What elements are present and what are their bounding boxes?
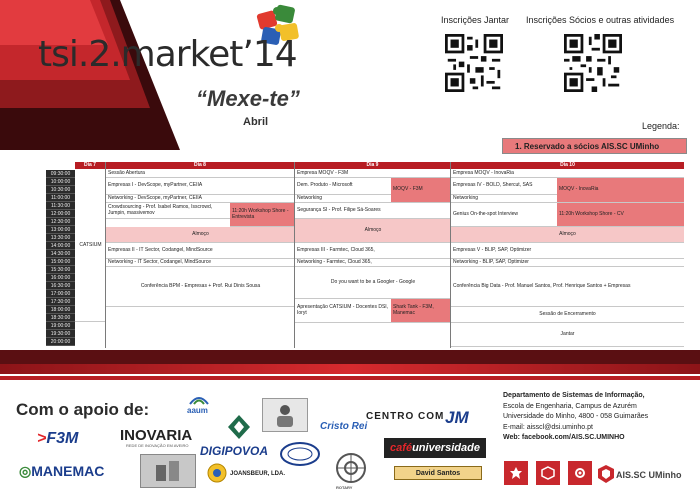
- dia9-presentation: Apresentação CATSIUM - Docentes DSI, Ioryt: [295, 299, 391, 323]
- star-icon: [509, 466, 523, 480]
- hexagon-icon: [541, 466, 555, 480]
- rotary-logo-icon: [335, 452, 367, 484]
- qr-members-code[interactable]: [562, 32, 624, 94]
- dia8-opening: Sessão Abertura: [106, 170, 295, 178]
- dia9-lunch: Almoço: [295, 219, 451, 243]
- sponsor-universidade-text: universidade: [412, 442, 480, 454]
- column-divider: [294, 162, 295, 348]
- social-icon-3[interactable]: [568, 461, 592, 485]
- department-address: Universidade do Minho, 4800 - 058 Guimarães: [503, 413, 649, 420]
- dia10-genius: Genius On-the-spot Interview: [451, 203, 557, 227]
- time-slot: 11:30:00: [46, 202, 75, 210]
- day-header-10: Dia 10: [451, 162, 684, 169]
- dia10-dinner: Jantar: [451, 323, 684, 347]
- support-title: Com o apoio de:: [16, 400, 150, 419]
- time-slot: 14:00:00: [46, 242, 75, 250]
- building-icon: [153, 459, 183, 483]
- legend-title: Legenda:: [642, 121, 680, 131]
- day-header-8: Dia 8: [106, 162, 294, 169]
- dia9-networking3: Networking - Farmtec, Cloud 365,: [295, 259, 451, 267]
- time-slot: 13:00:00: [46, 226, 75, 234]
- department-name: Departamento de Sistemas de Informação,: [503, 392, 645, 399]
- dia10-empresa-moqv: Empresa MOQV - InovaRia: [451, 170, 684, 178]
- diamond-logo-icon: [228, 415, 250, 439]
- column-divider: [450, 162, 451, 348]
- sponsor-round-logo-icon: [207, 463, 227, 483]
- dia9-security: Segurança SI - Prof. Filipe Sá-Soares: [295, 203, 451, 219]
- time-slot: 17:00:00: [46, 290, 75, 298]
- time-slot: 15:30:00: [46, 266, 75, 274]
- dia10-moqv-inovaria: MOQV - InovaRia: [557, 178, 684, 203]
- sponsor-cafe-text: café: [390, 442, 413, 454]
- person-icon: [272, 402, 298, 428]
- ais-label: AIS.SC UMinho: [616, 470, 682, 480]
- social-icon-1[interactable]: [504, 461, 528, 485]
- sponsor-cristo-rei: Cristo Rei: [320, 421, 368, 432]
- dia8-networking1: Networking - DevScope, myPartner, CEIIA: [106, 195, 295, 203]
- aaum-logo-icon: [188, 392, 210, 406]
- sponsor-f3m: >F3M: [37, 430, 79, 447]
- time-slot: 09:30:00: [46, 170, 75, 178]
- time-slot: 16:30:00: [46, 282, 75, 290]
- dia8-empresas2: Empresas II - IT Sector, Codangel, MindSource: [106, 243, 295, 259]
- event-title: tsi.2.market’14: [38, 34, 297, 75]
- dia7-venue: CATSIUM: [75, 170, 106, 322]
- dia10-closing: Sessão de Encerramento: [451, 307, 684, 323]
- time-slot: 15:00:00: [46, 258, 75, 266]
- qr-dinner-label: Inscrições Jantar: [441, 15, 510, 25]
- time-slot: 12:30:00: [46, 218, 75, 226]
- event-subtitle: “Mexe-te”: [196, 86, 300, 111]
- dia8-networking2: Networking - IT Sector, Codangel, MindSource: [106, 259, 295, 267]
- department-email[interactable]: E-mail: aisscl@dsi.uminho.pt: [503, 423, 593, 431]
- divider-stripe-red: [0, 364, 700, 374]
- dia8-empresas1: Empresas I - DevScope, myPartner, CEIIA: [106, 178, 295, 195]
- column-divider: [105, 162, 106, 348]
- sponsor-cafe-universidade: [384, 438, 486, 458]
- dia9-networking: Networking: [295, 195, 391, 203]
- schedule-table: [46, 162, 684, 348]
- sponsor-oval-logo-icon: [280, 442, 320, 466]
- sponsor-rotary-label: ROTARY: [336, 485, 353, 490]
- time-slot: 12:00:00: [46, 210, 75, 218]
- dia9-empresas3: Empresas III - Farmtec, Cloud 365,: [295, 243, 451, 259]
- time-slot: 14:30:00: [46, 250, 75, 258]
- dia9-googler: Do you want to be a Googler - Google: [295, 267, 451, 299]
- time-slot: 10:30:00: [46, 186, 75, 194]
- time-slot: 18:00:00: [46, 306, 75, 314]
- dia9-moqv-f3m: MOQV - F3M: [391, 178, 451, 203]
- sponsor-inovaria: INOVARIA: [120, 427, 193, 444]
- dia10-networking: Networking: [451, 195, 557, 203]
- event-month: Abril: [243, 116, 269, 128]
- legend-members-only: 1. Reservado a sócios AIS.SC UMinho: [502, 138, 687, 154]
- dia10-bigdata: Conferência Big Data - Prof. Manuel Santos, Prof. Henrique Santos + Empresas: [451, 267, 684, 307]
- sponsor-f3m-text: F3M: [46, 430, 79, 447]
- sponsor-inovaria-tagline: REDE DE INOVAÇÃO EM AVEIRO: [126, 443, 189, 448]
- time-slot: 19:30:00: [46, 330, 75, 338]
- dia8-workshop: 11:20h Workshop Shore - Entrevista: [230, 203, 295, 227]
- qr-dinner-code[interactable]: [443, 32, 505, 94]
- department-info: [503, 391, 648, 444]
- day-header-7: Dia 7: [75, 162, 105, 169]
- sponsor-centro-com: CENTRO COM: [366, 411, 445, 422]
- time-slot: 20:00:00: [46, 338, 75, 346]
- dia8-conference: Conferência BPM - Empresas + Prof. Rui Dinis Sousa: [106, 267, 295, 307]
- ais-logo-icon: [598, 465, 614, 483]
- dia10-empresas4: Empresas IV - BOLD, Shercut, SAS: [451, 178, 557, 195]
- dia10-empresas5: Empresas V - BLIP, SAP, Optimizer: [451, 243, 684, 259]
- time-slot: 19:00:00: [46, 322, 75, 330]
- dia10-networking5: Networking - BLIP, SAP, Optimizer: [451, 259, 684, 267]
- dia9-demo: Dem. Produto - Microsoft: [295, 178, 391, 195]
- time-slot: 10:00:00: [46, 178, 75, 186]
- dia9-empresa-moqv: Empresa MOQV - F3M: [295, 170, 451, 178]
- qr-members-label: Inscrições Sócios e outras atividades: [526, 15, 675, 25]
- divider-stripe-dark: [0, 350, 700, 364]
- day-header-9: Dia 9: [295, 162, 450, 169]
- time-slot: 13:30:00: [46, 234, 75, 242]
- sponsor-manemac: ◎MANEMAC: [19, 463, 105, 479]
- dia8-crowdsourcing: Crowdsourcing - Prof. Isabel Ramos, Isscrowd, Jumpin, massivemov: [106, 203, 230, 219]
- time-slot: 16:00:00: [46, 274, 75, 282]
- dia10-lunch: Almoço: [451, 227, 684, 243]
- social-icon-2[interactable]: [536, 461, 560, 485]
- dia8-lunch: Almoço: [106, 227, 295, 243]
- time-slot: 18:30:00: [46, 314, 75, 322]
- department-web[interactable]: Web: facebook.com/AIS.SC.UMINHO: [503, 434, 625, 441]
- dia10-workshop: 11:20h Workshop Shore - CV: [557, 203, 684, 227]
- divider-stripe-line: [0, 376, 700, 380]
- sponsor-photo-logo: [262, 398, 308, 432]
- time-slot: 17:30:00: [46, 298, 75, 306]
- sponsor-joansbeur: JOANSBEUR, LDA.: [230, 471, 286, 477]
- gear-icon: [573, 466, 587, 480]
- sponsor-david-santos: David Santos: [394, 466, 482, 480]
- department-school: Escola de Engenharia, Campus de Azurém: [503, 402, 637, 410]
- sponsor-gray-logo: [140, 454, 196, 488]
- sponsor-jm: JM: [445, 408, 469, 427]
- dia9-shark-tank: Shark Tank - F3M, Manemac: [391, 299, 451, 323]
- sponsor-aaum: aaum: [187, 406, 208, 415]
- sponsor-manemac-text: MANEMAC: [31, 463, 105, 479]
- time-slot: 11:00:00: [46, 194, 75, 202]
- sponsor-digipovoa: DIGIPOVOA: [200, 444, 269, 458]
- corner-shape-decoration: [0, 0, 190, 150]
